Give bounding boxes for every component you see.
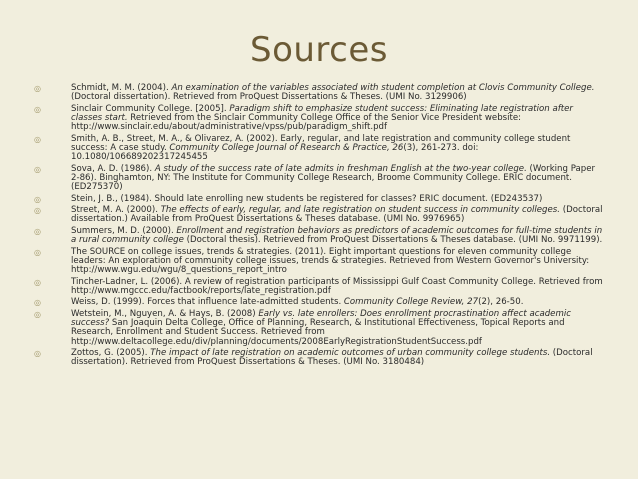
reference-item bbox=[34, 248, 604, 276]
reference-post-text: (Doctoral dissertation.) Available from ProQuest Dissertations & Theses database. (UMI No. 9976965) bbox=[71, 205, 603, 225]
reference-post-text: Retrieved from the Sinclair Community College Office of the Senior Vice President website: http://www.sinclair.edu/about/administrative/vpss/pub/paradigm_shift.pdf bbox=[71, 113, 522, 133]
reference-ital-text: Enrollment and registration behaviors as predictors of academic outcomes for full-time students in a rural community college bbox=[71, 225, 603, 246]
ring-bullet-icon bbox=[34, 249, 42, 257]
reference-post-text: (2), 26-50. bbox=[478, 297, 524, 308]
reference-post-text: San Joaquin Delta College, Office of Planning, Research, & Institutional Effectiveness, Topical Reports and Research, Enrollment and Student Success. Retrieved from http://www.deltacollege.edu/div/planning/documents/2008EarlyRegistrationStudentSuccess.pdf bbox=[71, 317, 565, 347]
ring-bullet-icon bbox=[34, 136, 42, 144]
reference-item bbox=[34, 195, 604, 204]
reference-ital-text: Community College Review, 27 bbox=[343, 297, 479, 308]
reference-ital-text: A study of the success rate of late admits in freshman English at the two-year college. bbox=[154, 163, 527, 174]
ring-bullet-icon bbox=[34, 279, 42, 287]
reference-item bbox=[34, 310, 604, 347]
reference-pre-text: Weiss, D. (1999). Forces that influence late-admitted students. bbox=[71, 297, 344, 308]
reference-item bbox=[34, 84, 604, 103]
reference-pre-text: Summers, M. D. (2000). bbox=[71, 225, 177, 236]
slide-title: Sources bbox=[250, 30, 388, 70]
reference-pre-text: Sinclair Community College. [2005]. bbox=[71, 103, 230, 114]
reference-ital-text: The effects of early, regular, and late registration on student success in community colleges. bbox=[160, 205, 561, 216]
ring-bullet-icon bbox=[34, 106, 42, 114]
ring-bullet-icon bbox=[34, 350, 42, 358]
reference-ital-text: The impact of late registration on academic outcomes of urban community college students. bbox=[150, 347, 551, 358]
reference-ital-text: Early vs. late enrollers: Does enrollment procrastination affect academic success? bbox=[71, 308, 571, 328]
reference-pre-text: Zottos, G. (2005). bbox=[71, 347, 151, 358]
reference-pre-text: The SOURCE on college issues, trends & strategies. (2011). Eight important questions for eleven community college leaders: An exploration of community college issues, trends & strategies. Retrieved from Western Governor's University: http://www.wgu.edu/wgu/8_questions_report_intro bbox=[71, 246, 590, 276]
reference-item bbox=[34, 165, 604, 193]
reference-ital-text: Community College Journal of Research & Practice, 26 bbox=[169, 143, 404, 154]
reference-item bbox=[34, 105, 604, 133]
ring-bullet-icon bbox=[34, 299, 42, 307]
reference-pre-text: Wetstein, M., Nguyen, A. & Hays, B. (2008) bbox=[71, 308, 259, 319]
ring-bullet-icon bbox=[34, 166, 42, 174]
reference-post-text: (Doctoral dissertation). Retrieved from ProQuest Dissertations & Theses. (UMI No. 3180484) bbox=[71, 347, 593, 368]
reference-item bbox=[34, 278, 604, 297]
reference-post-text: (Doctoral dissertation). Retrieved from ProQuest Dissertations & Theses. (UMI No. 3129906) bbox=[71, 92, 467, 103]
ring-bullet-icon bbox=[34, 85, 42, 93]
reference-item bbox=[34, 349, 604, 368]
reference-post-text: (3), 261-273. doi: 10.1080/106689202317245455 bbox=[71, 143, 479, 163]
reference-post-text: (Doctoral thesis). Retrieved from ProQuest Dissertations & Theses database. (UMI No. 9971199). bbox=[183, 235, 603, 246]
reference-item bbox=[34, 227, 604, 246]
reference-list bbox=[34, 84, 604, 370]
reference-pre-text: Street, M. A. (2000). bbox=[71, 205, 161, 216]
ring-bullet-icon bbox=[34, 196, 42, 204]
ring-bullet-icon bbox=[34, 311, 42, 319]
reference-item bbox=[34, 135, 604, 163]
reference-item bbox=[34, 206, 604, 225]
reference-ital-text: Paradigm shift to emphasize student success: Eliminating late registration after classes start. bbox=[71, 103, 573, 124]
reference-pre-text: Stein, J. B., (1984). Should late enrolling new students be registered for classes? ERIC document. (ED243537) bbox=[71, 193, 543, 204]
ring-bullet-icon bbox=[34, 207, 42, 215]
reference-pre-text: Sova, A. D. (1986). bbox=[71, 163, 155, 174]
reference-pre-text: Tincher-Ladner, L. (2006). A review of registration participants of Mississippi Gulf Coast Community College. Retrieved from http://www.mgccc.edu/factbook/reports/late_registration.pdf bbox=[71, 276, 603, 296]
reference-post-text: (Working Paper 2-86). Binghamton, NY: The Institute for Community College Research, Broome Community College. ERIC document. (ED275370) bbox=[71, 163, 596, 193]
reference-item bbox=[34, 298, 604, 307]
reference-pre-text: Schmidt, M. M. (2004). bbox=[71, 83, 172, 93]
reference-ital-text: An examination of the variables associated with student completion at Clovis Community College. bbox=[171, 83, 595, 93]
ring-bullet-icon bbox=[34, 228, 42, 236]
reference-pre-text: Smith, A. B., Street, M. A., & Olivarez, A. (2002). Early, regular, and late registration and community college student success: A case study. bbox=[71, 133, 571, 154]
